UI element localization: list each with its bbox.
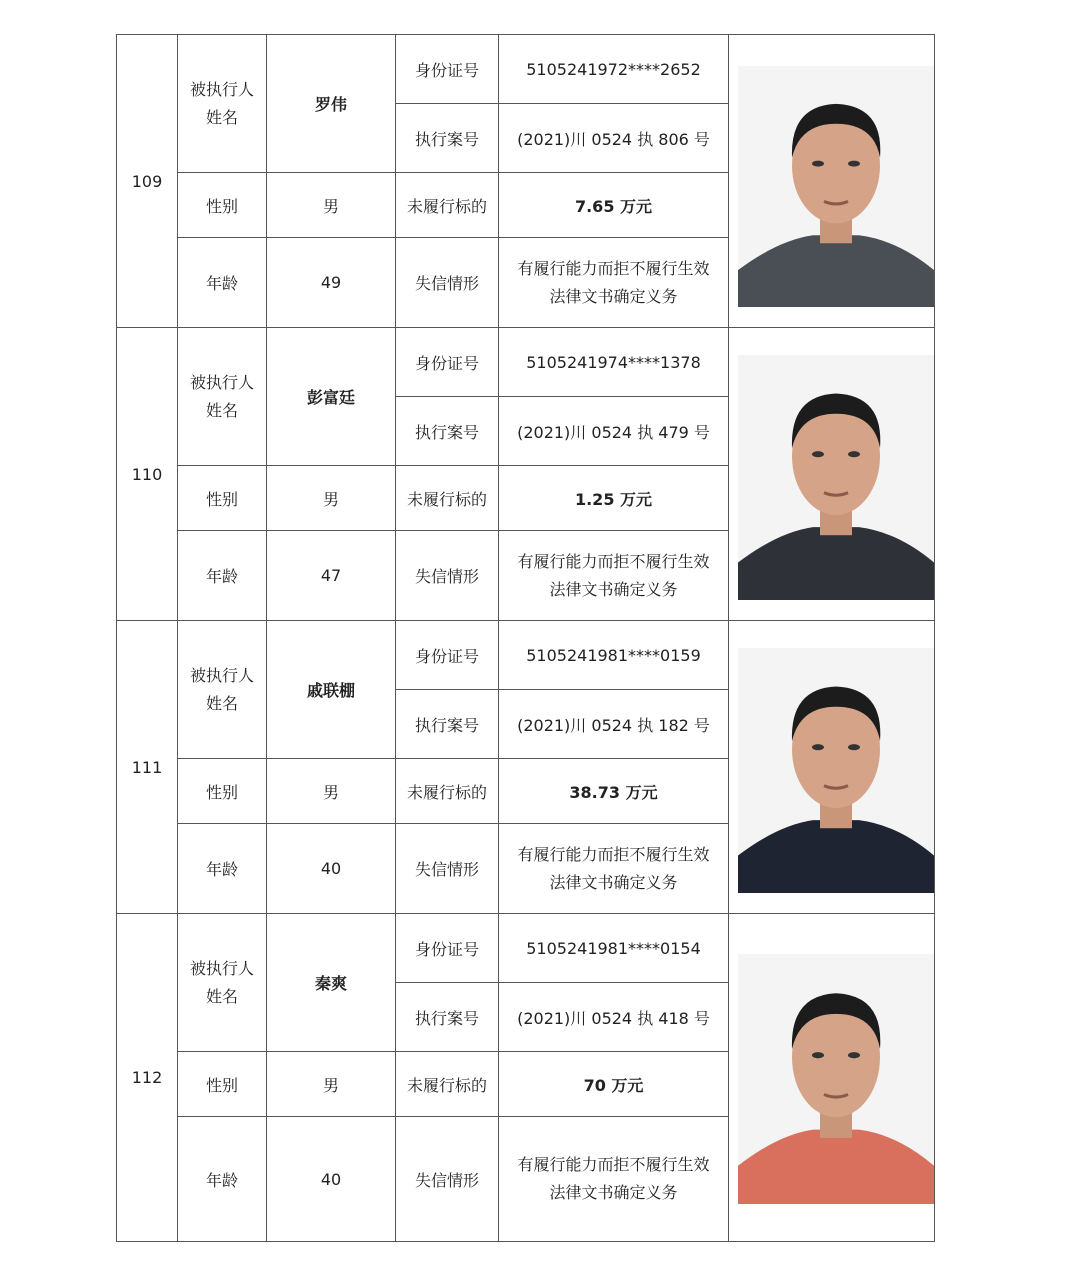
amount-label: 未履行标的 bbox=[396, 1052, 499, 1117]
age-value: 49 bbox=[267, 238, 396, 328]
amount-label: 未履行标的 bbox=[396, 173, 499, 238]
photo-cell bbox=[729, 914, 935, 1242]
photo-cell bbox=[729, 328, 935, 621]
situation-value: 有履行能力而拒不履行生效法律文书确定义务 bbox=[499, 238, 729, 328]
gender-label: 性别 bbox=[178, 173, 267, 238]
record-number: 110 bbox=[117, 328, 178, 621]
record-number: 111 bbox=[117, 621, 178, 914]
gender-value: 男 bbox=[267, 759, 396, 824]
id-number: 5105241981****0159 bbox=[499, 621, 729, 690]
table-row bbox=[117, 914, 935, 983]
amount-value: 70 万元 bbox=[499, 1052, 729, 1117]
age-label: 年龄 bbox=[178, 238, 267, 328]
name-label: 被执行人 姓名 bbox=[178, 914, 267, 1052]
name-label: 被执行人 姓名 bbox=[178, 35, 267, 173]
gender-label: 性别 bbox=[178, 759, 267, 824]
situation-label: 失信情形 bbox=[396, 238, 499, 328]
debtor-name: 戚联棚 bbox=[267, 621, 396, 759]
debtor-name: 罗伟 bbox=[267, 35, 396, 173]
id-label: 身份证号 bbox=[396, 621, 499, 690]
situation-value: 有履行能力而拒不履行生效法律文书确定义务 bbox=[499, 531, 729, 621]
age-value: 40 bbox=[267, 1117, 396, 1242]
gender-value: 男 bbox=[267, 1052, 396, 1117]
age-label: 年龄 bbox=[178, 824, 267, 914]
id-number: 5105241974****1378 bbox=[499, 328, 729, 397]
case-label: 执行案号 bbox=[396, 397, 499, 466]
id-label: 身份证号 bbox=[396, 328, 499, 397]
table-row bbox=[117, 621, 935, 690]
case-number: (2021)川 0524 执 806 号 bbox=[499, 104, 729, 173]
gender-value: 男 bbox=[267, 466, 396, 531]
situation-value: 有履行能力而拒不履行生效法律文书确定义务 bbox=[499, 824, 729, 914]
debtor-photo bbox=[738, 66, 934, 307]
dishonest-debtor-table bbox=[116, 34, 935, 1242]
name-label: 被执行人 姓名 bbox=[178, 328, 267, 466]
gender-label: 性别 bbox=[178, 1052, 267, 1117]
amount-label: 未履行标的 bbox=[396, 466, 499, 531]
id-number: 5105241981****0154 bbox=[499, 914, 729, 983]
age-label: 年龄 bbox=[178, 1117, 267, 1242]
case-number: (2021)川 0524 执 479 号 bbox=[499, 397, 729, 466]
age-value: 47 bbox=[267, 531, 396, 621]
debtor-photo bbox=[738, 648, 934, 893]
record-number: 112 bbox=[117, 914, 178, 1242]
case-number: (2021)川 0524 执 182 号 bbox=[499, 690, 729, 759]
photo-cell bbox=[729, 621, 935, 914]
amount-label: 未履行标的 bbox=[396, 759, 499, 824]
situation-label: 失信情形 bbox=[396, 531, 499, 621]
id-label: 身份证号 bbox=[396, 914, 499, 983]
debtor-name: 秦爽 bbox=[267, 914, 396, 1052]
gender-label: 性别 bbox=[178, 466, 267, 531]
case-number: (2021)川 0524 执 418 号 bbox=[499, 983, 729, 1052]
debtor-photo bbox=[738, 355, 934, 600]
amount-value: 7.65 万元 bbox=[499, 173, 729, 238]
debtor-photo bbox=[738, 954, 934, 1204]
id-number: 5105241972****2652 bbox=[499, 35, 729, 104]
amount-value: 38.73 万元 bbox=[499, 759, 729, 824]
table-row bbox=[117, 35, 935, 104]
age-label: 年龄 bbox=[178, 531, 267, 621]
gender-value: 男 bbox=[267, 173, 396, 238]
situation-value: 有履行能力而拒不履行生效法律文书确定义务 bbox=[499, 1117, 729, 1242]
case-label: 执行案号 bbox=[396, 690, 499, 759]
situation-label: 失信情形 bbox=[396, 824, 499, 914]
table-row bbox=[117, 328, 935, 397]
debtor-name: 彭富廷 bbox=[267, 328, 396, 466]
photo-cell bbox=[729, 35, 935, 328]
case-label: 执行案号 bbox=[396, 104, 499, 173]
name-label: 被执行人 姓名 bbox=[178, 621, 267, 759]
record-number: 109 bbox=[117, 35, 178, 328]
amount-value: 1.25 万元 bbox=[499, 466, 729, 531]
age-value: 40 bbox=[267, 824, 396, 914]
situation-label: 失信情形 bbox=[396, 1117, 499, 1242]
id-label: 身份证号 bbox=[396, 35, 499, 104]
case-label: 执行案号 bbox=[396, 983, 499, 1052]
